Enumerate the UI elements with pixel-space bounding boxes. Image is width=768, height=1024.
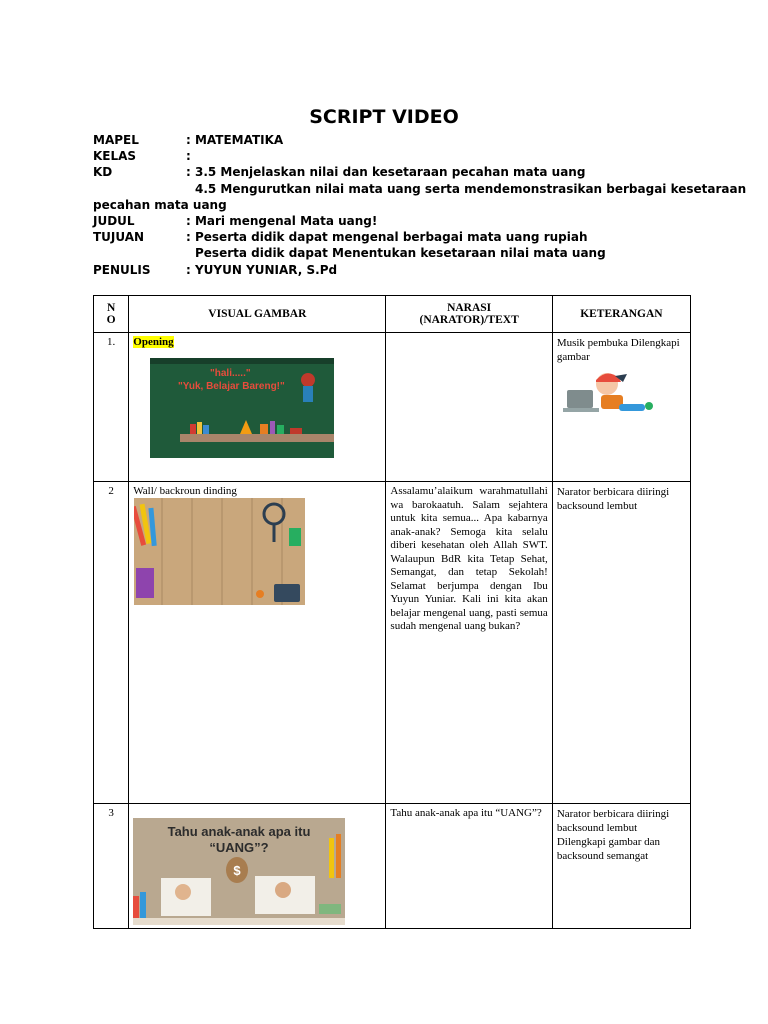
row-number: 1. [94,333,129,482]
visual-label: Wall/ backroun dinding [133,485,237,497]
kid-laptop-image [557,368,657,424]
meta-value: : Peserta didik dapat mengenal berbagai mata uang rupiah [186,230,588,245]
table-row [94,804,691,929]
wood-background-image [134,498,305,605]
keterangan-cell: Narator berbicara diiringi backsound lembut Dilengkapi gambar dan backsound semangat [552,804,690,929]
table-row [94,482,691,804]
visual-cell [129,804,386,929]
meta-kd [93,164,693,180]
keterangan-text: Musik pembuka Dilengkapi gambar [556,337,680,363]
page-title: SCRIPT VIDEO [309,106,459,128]
svg-text:$: $ [233,863,241,878]
header-keterangan: KETERANGAN [552,296,690,333]
uang-poster-image [133,818,345,925]
meta-label: KELAS [93,149,137,164]
meta-label: TUJUAN [93,230,145,245]
narasi-cell: Tahu anak-anak apa itu “UANG”? [386,804,552,929]
meta-label: JUDUL [93,214,135,229]
meta-value: pecahan mata uang [93,197,227,212]
meta-mapel [93,132,693,148]
header-visual: VISUAL GAMBAR [129,296,386,333]
poster-text-2: “UANG”? [209,840,269,855]
header-narasi: NARASI (NARATOR)/TEXT [386,296,552,333]
meta-value: Peserta didik dapat Menentukan kesetaraan nilai mata uang [195,246,606,261]
meta-tujuan [93,229,693,245]
chalkboard-text-2: "Yuk, Belajar Bareng!" [178,381,286,392]
script-metadata [93,132,747,278]
meta-value: : YUYUN YUNIAR, S.Pd [186,262,338,277]
chalkboard-text-1: "hali....." [210,368,251,379]
meta-penulis [93,262,693,278]
meta-value: : 3.5 Menjelaskan nilai dan kesetaraan pecahan mata uang [186,165,586,180]
poster-text-1: Tahu anak-anak apa itu [167,824,311,839]
meta-kd-line2 [93,181,747,197]
meta-label: MAPEL [93,133,139,147]
meta-kelas [93,148,693,164]
keterangan-cell [552,333,690,482]
meta-value: : MATEMATIKA [186,133,284,147]
row-number: 2 [94,482,129,804]
meta-tujuan-line2 [93,245,693,261]
meta-label: KD [93,165,113,180]
meta-value: 4.5 Mengurutkan nilai mata uang serta mendemonstrasikan berbagai kesetaraan [195,181,747,196]
table-header-row [94,296,691,333]
table-row [94,333,691,482]
script-table [93,295,691,929]
narasi-cell [386,333,552,482]
narasi-cell: Assalamu’alaikum warahmatullahi wa barokaatuh. Salam sejahtera untuk kita semua... Apa kabarnya anak-anak? Semoga kita selalu diberi kesehatan oleh Allah SWT. Walaupun BdR kita Tetap Sehat, Semangat, dan tetap Sekolah! Selamat berjumpa dengan Ibu Yuyun Yuniar. Kali ini kita akan belajar mengenal uang, pasti semua sudah mengenal uang bukan? [386,482,552,804]
header-no: N O [94,296,129,333]
meta-label: PENULIS [93,262,151,277]
meta-kd-line3 [93,197,693,213]
chalkboard-image [150,358,334,458]
meta-judul [93,213,693,229]
visual-cell [129,333,386,482]
meta-value: : Mari mengenal Mata uang! [186,214,378,229]
opening-label: Opening [133,336,174,348]
keterangan-cell: Narator berbicara diiringi backsound lembut [552,482,690,804]
visual-cell [129,482,386,804]
row-number: 3 [94,804,129,929]
meta-value: : [186,149,191,164]
